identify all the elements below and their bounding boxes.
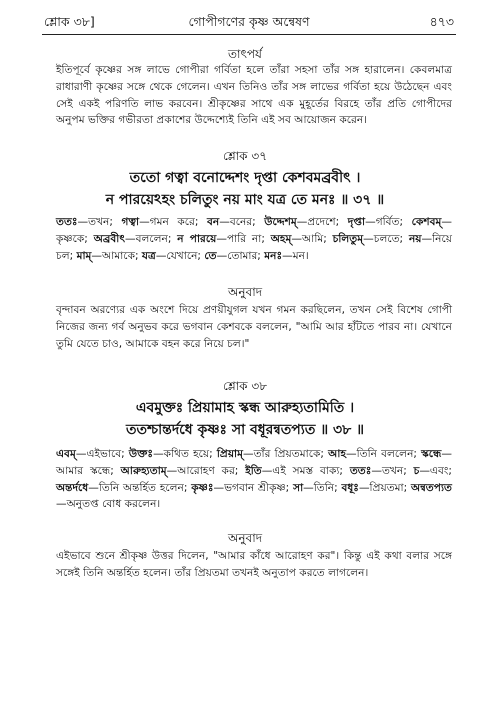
synonym-dash: — bbox=[346, 448, 357, 460]
synonym-meaning: প্রদেশে; bbox=[307, 216, 348, 228]
synonym-dash: — bbox=[419, 464, 430, 477]
synonym-dash: — bbox=[365, 216, 376, 228]
synonym-term: কেশবম্ bbox=[411, 216, 442, 228]
synonym-meaning: ভগবান শ্রীকৃষ্ণ; bbox=[224, 481, 294, 494]
synonym-term: সা bbox=[293, 481, 304, 494]
verse-37-synonyms bbox=[56, 214, 452, 264]
synonym-term: উক্তঃ bbox=[128, 448, 154, 460]
verse-37-line-2: ন পারয়েঽহং চলিতুং নয় মাং যত্র তে মনঃ ॥ ৩৭ ॥ bbox=[105, 192, 385, 208]
synonym-meaning: তখন; bbox=[88, 216, 122, 228]
synonym-meaning: গর্বিত; bbox=[375, 216, 412, 228]
synonym-term: কৃষ্ণঃ bbox=[191, 481, 214, 494]
synonym-meaning: তখন; bbox=[381, 464, 414, 477]
running-header bbox=[44, 14, 454, 34]
synonym-dash: — bbox=[56, 498, 67, 511]
synonym-dash: — bbox=[358, 481, 370, 494]
synonym-term: এবম্ bbox=[56, 448, 76, 460]
verse-38-translation: এইভাবে শুনে শ্রীকৃষ্ণ উত্তর দিলেন, "আমার কাঁধে আরোহণ কর"। কিন্তু এই কথা বলার সঙ্গে সঙ্গেই তিনি অন্তর্হিত হলেন। তাঁর প্রিয়তমা তখনই অনুতাপ করতে লাগলেন। bbox=[56, 550, 452, 579]
purport-heading: তাৎপর্য bbox=[228, 47, 262, 61]
page-number: ৪৭৩ bbox=[429, 14, 454, 29]
synonym-meaning: কৃষ্ণকে; bbox=[56, 232, 94, 245]
synonym-term: ততঃ bbox=[349, 464, 372, 477]
synonym-meaning: এবং; bbox=[429, 464, 452, 477]
synonym-term: দৃপ্তা bbox=[347, 216, 366, 228]
synonym-dash: — bbox=[166, 464, 178, 477]
synonym-term: স্কন্ধে bbox=[421, 448, 442, 460]
synonym-dash: — bbox=[77, 216, 89, 228]
synonym-term: বন bbox=[206, 216, 220, 228]
synonym-term: অন্বতপ্যত bbox=[411, 481, 452, 494]
verse-38-synonyms bbox=[56, 446, 452, 513]
synonym-meaning: মন। bbox=[292, 249, 309, 262]
synonym-term: বধূঃ bbox=[341, 481, 359, 494]
synonym-meaning: কথিত হয়ে; bbox=[163, 448, 217, 460]
synonym-meaning: গমন করে; bbox=[149, 216, 207, 228]
verse-37-line-1: ততো গত্বা বনোদ্দেশং দৃপ্তা কেশবমব্রবীৎ । bbox=[129, 170, 361, 186]
synonym-dash: — bbox=[421, 232, 433, 245]
synonym-meaning: আমাকে; bbox=[102, 249, 142, 262]
synonym-term: নয় bbox=[408, 232, 422, 245]
synonym-meaning: চলতে; bbox=[373, 232, 409, 245]
synonym-dash: — bbox=[91, 249, 102, 262]
synonym-term: আরুহ্যতাম্ bbox=[120, 464, 167, 477]
synonym-dash: — bbox=[441, 216, 452, 228]
synonym-meaning: তোমার; bbox=[227, 249, 265, 262]
synonym-term: আহ bbox=[328, 448, 347, 460]
synonym-term: ইতি bbox=[245, 464, 262, 477]
synonym-meaning: যেখানে; bbox=[166, 249, 205, 262]
synonym-term: তে bbox=[204, 249, 217, 262]
verse-37-heading: শ্লোক ৩৭ bbox=[223, 149, 267, 163]
synonym-dash: — bbox=[261, 464, 273, 477]
synonym-term: ততঃ bbox=[56, 216, 78, 228]
synonym-term: মাম্ bbox=[76, 249, 92, 262]
purport-text: ইতিপূর্বে কৃষ্ণের সঙ্গ লাভে গোপীরা গর্বিতা হলে তাঁরা সহসা তাঁর সঙ্গ হারালেন। কেবলমাত্র রাধারাণী কৃষ্ণের সঙ্গে থেকে গেলেন। এখন তিনিও তাঁর সঙ্গ লাভের গর্বিতা হয়ে উঠেছেন এবং সেই একই পরিণতি লাভ করবেন। শ্রীকৃষ্ণের সাথে এক মুহূর্তের বিরহে তাঁর প্রতি গোপীদের অনুপম ভক্তির গভীরতা প্রকাশের উদ্দেশ্যেই তিনি এই সব আয়োজন করেন। bbox=[56, 64, 452, 127]
synonym-dash: — bbox=[125, 232, 136, 245]
synonym-meaning: আরোহণ কর; bbox=[177, 464, 246, 477]
synonym-meaning: অনুতপ্ত বোধ করলেন। bbox=[66, 498, 161, 511]
synonym-dash: — bbox=[303, 481, 314, 494]
synonym-term: অন্তর্দধে bbox=[56, 481, 89, 494]
synonym-meaning: তিনি বললেন; bbox=[356, 448, 422, 460]
synonym-dash: — bbox=[296, 216, 308, 228]
synonym-dash: — bbox=[371, 464, 382, 477]
synonym-meaning: নিয়ে চল; bbox=[56, 232, 452, 262]
verse-38-line-1: এবমুক্তঃ প্রিয়ামাহ স্কন্ধ আরুহ্যতামিতি । bbox=[135, 400, 355, 416]
synonym-dash: — bbox=[243, 448, 254, 460]
verse-38-translation-heading: অনুবাদ bbox=[227, 531, 263, 545]
synonym-meaning: আমি; bbox=[301, 232, 333, 245]
synonym-term: মনঃ bbox=[264, 249, 283, 262]
synonym-dash: — bbox=[213, 481, 225, 494]
synonym-dash: — bbox=[155, 249, 167, 262]
synonym-meaning: তিনি অন্তর্হিত হলেন; bbox=[98, 481, 192, 494]
synonym-dash: — bbox=[139, 216, 150, 228]
synonym-dash: — bbox=[219, 216, 230, 228]
synonym-meaning: এইভাবে; bbox=[86, 448, 129, 460]
synonym-meaning: এই সমস্ত বাক্য; bbox=[272, 464, 350, 477]
synonym-dash: — bbox=[216, 232, 227, 245]
synonym-meaning: পারি না; bbox=[226, 232, 271, 245]
synonym-dash: — bbox=[75, 448, 87, 460]
header-rule bbox=[42, 34, 456, 35]
synonym-meaning: তাঁর প্রিয়তমাকে; bbox=[253, 448, 329, 460]
synonym-term: গত্বা bbox=[121, 216, 140, 228]
synonym-dash: — bbox=[282, 249, 293, 262]
synonym-term: উদ্দেশম্ bbox=[264, 216, 297, 228]
header-verse-ref: শ্লোক ৩৮] bbox=[44, 14, 95, 29]
verse-37-translation-heading: অনুবাদ bbox=[227, 285, 263, 299]
synonym-term: অব্রবীৎ bbox=[93, 232, 126, 245]
verse-38-line-2: ততশ্চান্তর্দধে কৃষ্ণঃ সা বধূরন্বতপ্যত ॥ ৩৮ ॥ bbox=[126, 422, 364, 438]
synonym-meaning: বনের; bbox=[229, 216, 265, 228]
synonym-dash: — bbox=[88, 481, 99, 494]
synonym-dash: — bbox=[153, 448, 164, 460]
synonym-meaning: আমার স্কন্ধে; bbox=[56, 464, 121, 477]
header-chapter-title: গোপীগণের কৃষ্ণ অন্বেষণ bbox=[188, 14, 310, 29]
synonym-meaning: বললেন; bbox=[135, 232, 178, 245]
verse-37-translation: বৃন্দাবন অরণ্যের এক অংশে দিয়ে প্রণয়ীযুগল যখন গমন করছিলেন, তখন সেই বিশেষ গোপী নিজের জন্য গর্ব অনুভব করে ভগবান কেশবকে বললেন, "আমি আর হাঁটতে পারব না। যেখানে তুমি যেতে চাও, আমাকে বহন করে নিয়ে চল।" bbox=[56, 304, 452, 350]
synonym-dash: — bbox=[363, 232, 374, 245]
synonym-meaning: তিনি; bbox=[313, 481, 342, 494]
synonym-meaning: প্রিয়তমা; bbox=[369, 481, 412, 494]
synonym-term: প্রিয়াম্ bbox=[216, 448, 244, 460]
synonym-dash: — bbox=[216, 249, 228, 262]
synonym-dash: — bbox=[441, 448, 453, 460]
synonym-term: চ bbox=[413, 464, 420, 477]
synonym-term: অহম্ bbox=[270, 232, 292, 245]
verse-38-heading: শ্লোক ৩৮ bbox=[223, 379, 267, 393]
synonym-dash: — bbox=[291, 232, 302, 245]
synonym-term: চলিতুম্ bbox=[332, 232, 364, 245]
synonym-term: ন পারয়ে bbox=[177, 232, 217, 245]
synonym-term: যত্র bbox=[141, 249, 156, 262]
